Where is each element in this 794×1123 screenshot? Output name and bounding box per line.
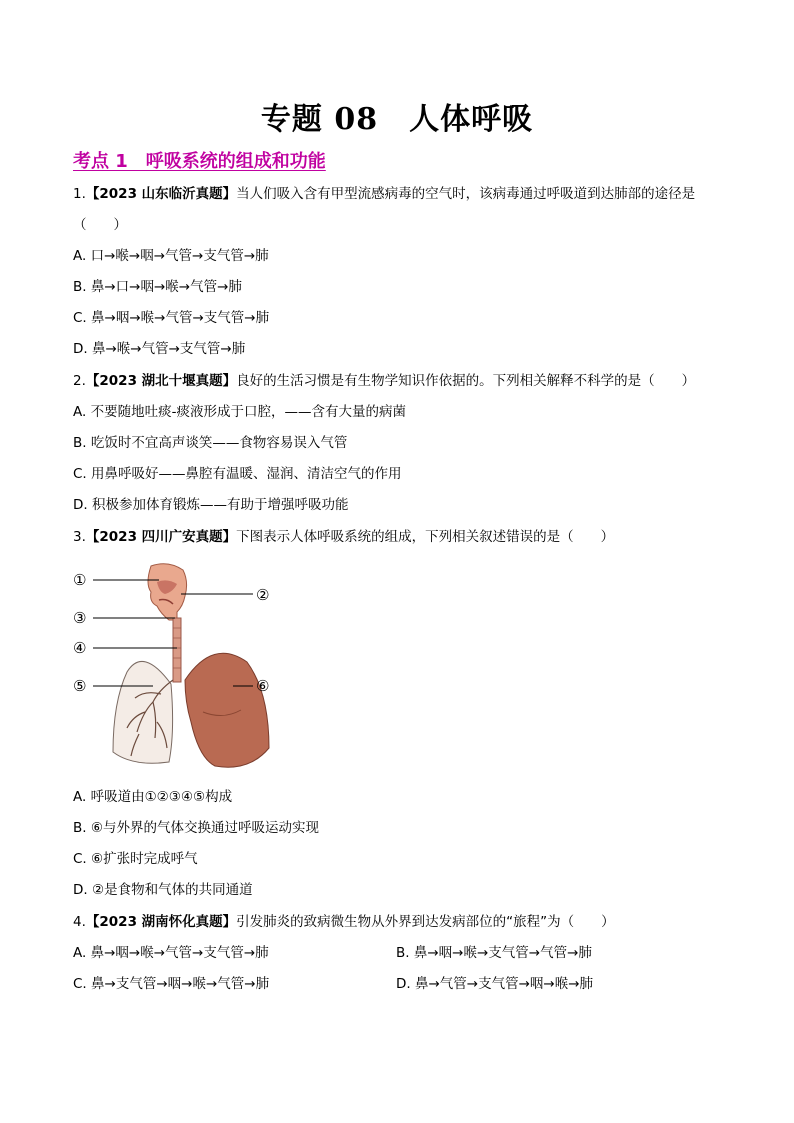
option-a: A. 口→喉→咽→气管→支气管→肺 [73, 248, 269, 264]
question-2-stem [73, 372, 695, 390]
section-heading: 考点 1 呼吸系统的组成和功能 [73, 151, 326, 172]
question-text: 良好的生活习惯是有生物学知识作依据的。下列相关解释不科学的是（ ） [236, 373, 696, 389]
option-a: A. 呼吸道由①②③④⑤构成 [73, 789, 233, 805]
diagram-label-2: ② [256, 586, 270, 604]
question-number: 2. [73, 373, 86, 389]
question-source-tag: 【2023 湖北十堰真题】 [85, 373, 237, 389]
diagram-label-1: ① [73, 571, 87, 589]
question-1-stem [73, 185, 695, 203]
question-text: 当人们吸入含有甲型流感病毒的空气时，该病毒通过呼吸道到达肺部的途径是 [236, 186, 696, 202]
question-3-stem [73, 528, 614, 546]
diagram-label-5: ⑤ [73, 677, 87, 695]
question-text: 下图表示人体呼吸系统的组成，下列相关叙述错误的是（ ） [236, 529, 615, 545]
question-text: 引发肺炎的致病微生物从外界到达发病部位的“旅程”为（ ） [236, 914, 615, 930]
question-source-tag: 【2023 山东临沂真题】 [85, 186, 237, 202]
question-number: 1. [73, 186, 86, 202]
question-source-tag: 【2023 湖南怀化真题】 [85, 914, 237, 930]
option-c: C. ⑥扩张时完成呼气 [73, 851, 198, 867]
diagram-label-4: ④ [73, 639, 87, 657]
option-d: D. 鼻→喉→气管→支气管→肺 [73, 341, 246, 357]
option-a: A. 不要随地吐痰-痰液形成于口腔，——含有大量的病菌 [73, 404, 406, 420]
diagram-label-3: ③ [73, 609, 87, 627]
option-a: A. 鼻→咽→喉→气管→支气管→肺 [73, 945, 269, 961]
answer-blank: （ ） [73, 217, 127, 233]
page-title: 专题 08 人体呼吸 [260, 102, 534, 137]
option-c: C. 鼻→咽→喉→气管→支气管→肺 [73, 310, 270, 326]
option-c: C. 鼻→支气管→咽→喉→气管→肺 [73, 976, 270, 992]
question-number: 3. [73, 529, 86, 545]
diagram-label-6: ⑥ [256, 677, 270, 695]
option-d: D. 鼻→气管→支气管→咽→喉→肺 [396, 976, 594, 992]
option-d: D. 积极参加体育锻炼——有助于增强呼吸功能 [73, 497, 349, 513]
option-d: D. ②是食物和气体的共同通道 [73, 882, 253, 898]
option-c: C. 用鼻呼吸好——鼻腔有温暖、湿润、清洁空气的作用 [73, 466, 402, 482]
question-source-tag: 【2023 四川广安真题】 [85, 529, 237, 545]
option-b: B. 吃饭时不宜高声谈笑——食物容易误入气管 [73, 435, 348, 451]
question-number: 4. [73, 914, 86, 930]
option-b: B. 鼻→咽→喉→支气管→气管→肺 [396, 945, 592, 961]
option-b: B. ⑥与外界的气体交换通过呼吸运动实现 [73, 820, 319, 836]
respiratory-system-diagram [73, 562, 288, 777]
question-4-stem [73, 913, 615, 931]
option-b: B. 鼻→口→咽→喉→气管→肺 [73, 279, 242, 295]
